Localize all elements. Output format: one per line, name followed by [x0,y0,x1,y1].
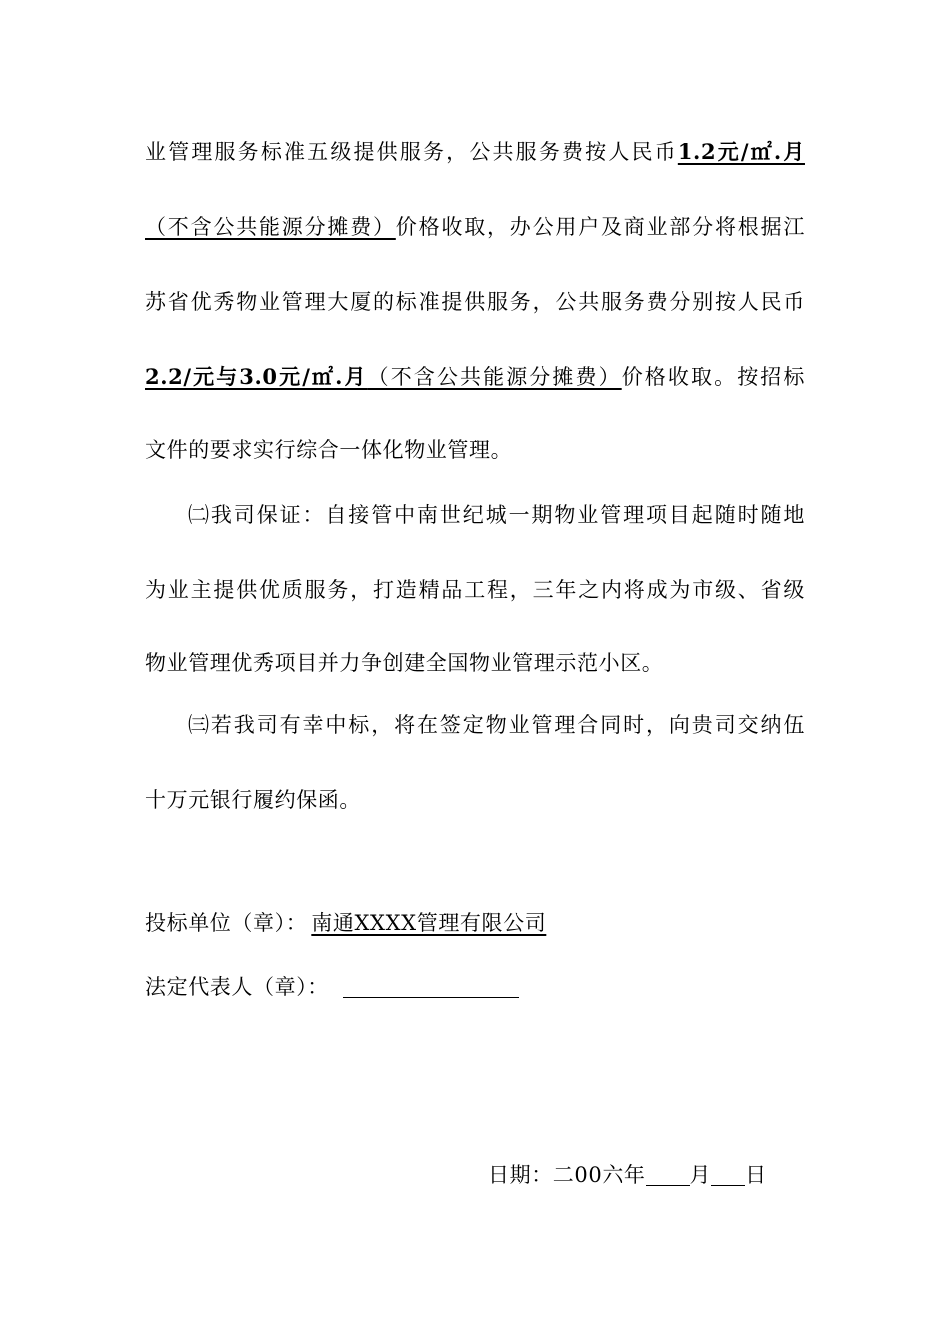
day-label: 日 [745,1163,767,1187]
month-blank[interactable] [646,1163,690,1186]
month-label: 月 [689,1163,712,1187]
para1-line4: 2.2/元与3.0元/㎡.月（不含公共能源分摊费）价格收取。按招标 [145,364,805,389]
note-excluding-energy: （不含公共能源分摊费） [145,215,396,239]
bidder-line [145,908,805,938]
para1-line2: （不含公共能源分摊费）价格收取，办公用户及商业部分将根据江 [145,215,805,239]
para2-line1: ㈡我司保证：自接管中南世纪城一期物业管理项目起随时随地 [188,503,805,527]
para1-line1: 业管理服务标准五级提供服务，公共服务费按人民币1.2元/㎡.月 [145,139,805,164]
para2-line2: 为业主提供优质服务，打造精品工程，三年之内将成为市级、省级 [145,578,805,602]
representative-line [145,972,805,1002]
para1-line5: 文件的要求实行综合一体化物业管理。 [145,438,513,462]
bidder-company: 南通XXXX管理有限公司 [311,911,547,935]
date-label: 日期：二00六年 [488,1163,646,1187]
day-blank[interactable] [711,1163,745,1186]
para2-line3: 物业管理优秀项目并力争创建全国物业管理示范小区。 [145,651,664,675]
representative-signature-blank[interactable] [343,975,519,998]
para1-line3: 苏省优秀物业管理大厦的标准提供服务，公共服务费分别按人民币 [145,290,805,314]
date-line [488,1160,788,1190]
para3-line1: ㈢若我司有幸中标，将在签定物业管理合同时，向贵司交纳伍 [188,713,805,737]
price-office-commercial: 2.2/元与3.0元/㎡.月 [145,364,368,389]
representative-label: 法定代表人（章）： [145,975,329,999]
para3-line2: 十万元银行履约保函。 [145,788,361,812]
price-residential: 1.2元/㎡.月 [677,139,805,164]
note-excluding-energy: （不含公共能源分摊费） [367,365,622,389]
bidder-label: 投标单位（章）： [145,911,308,935]
